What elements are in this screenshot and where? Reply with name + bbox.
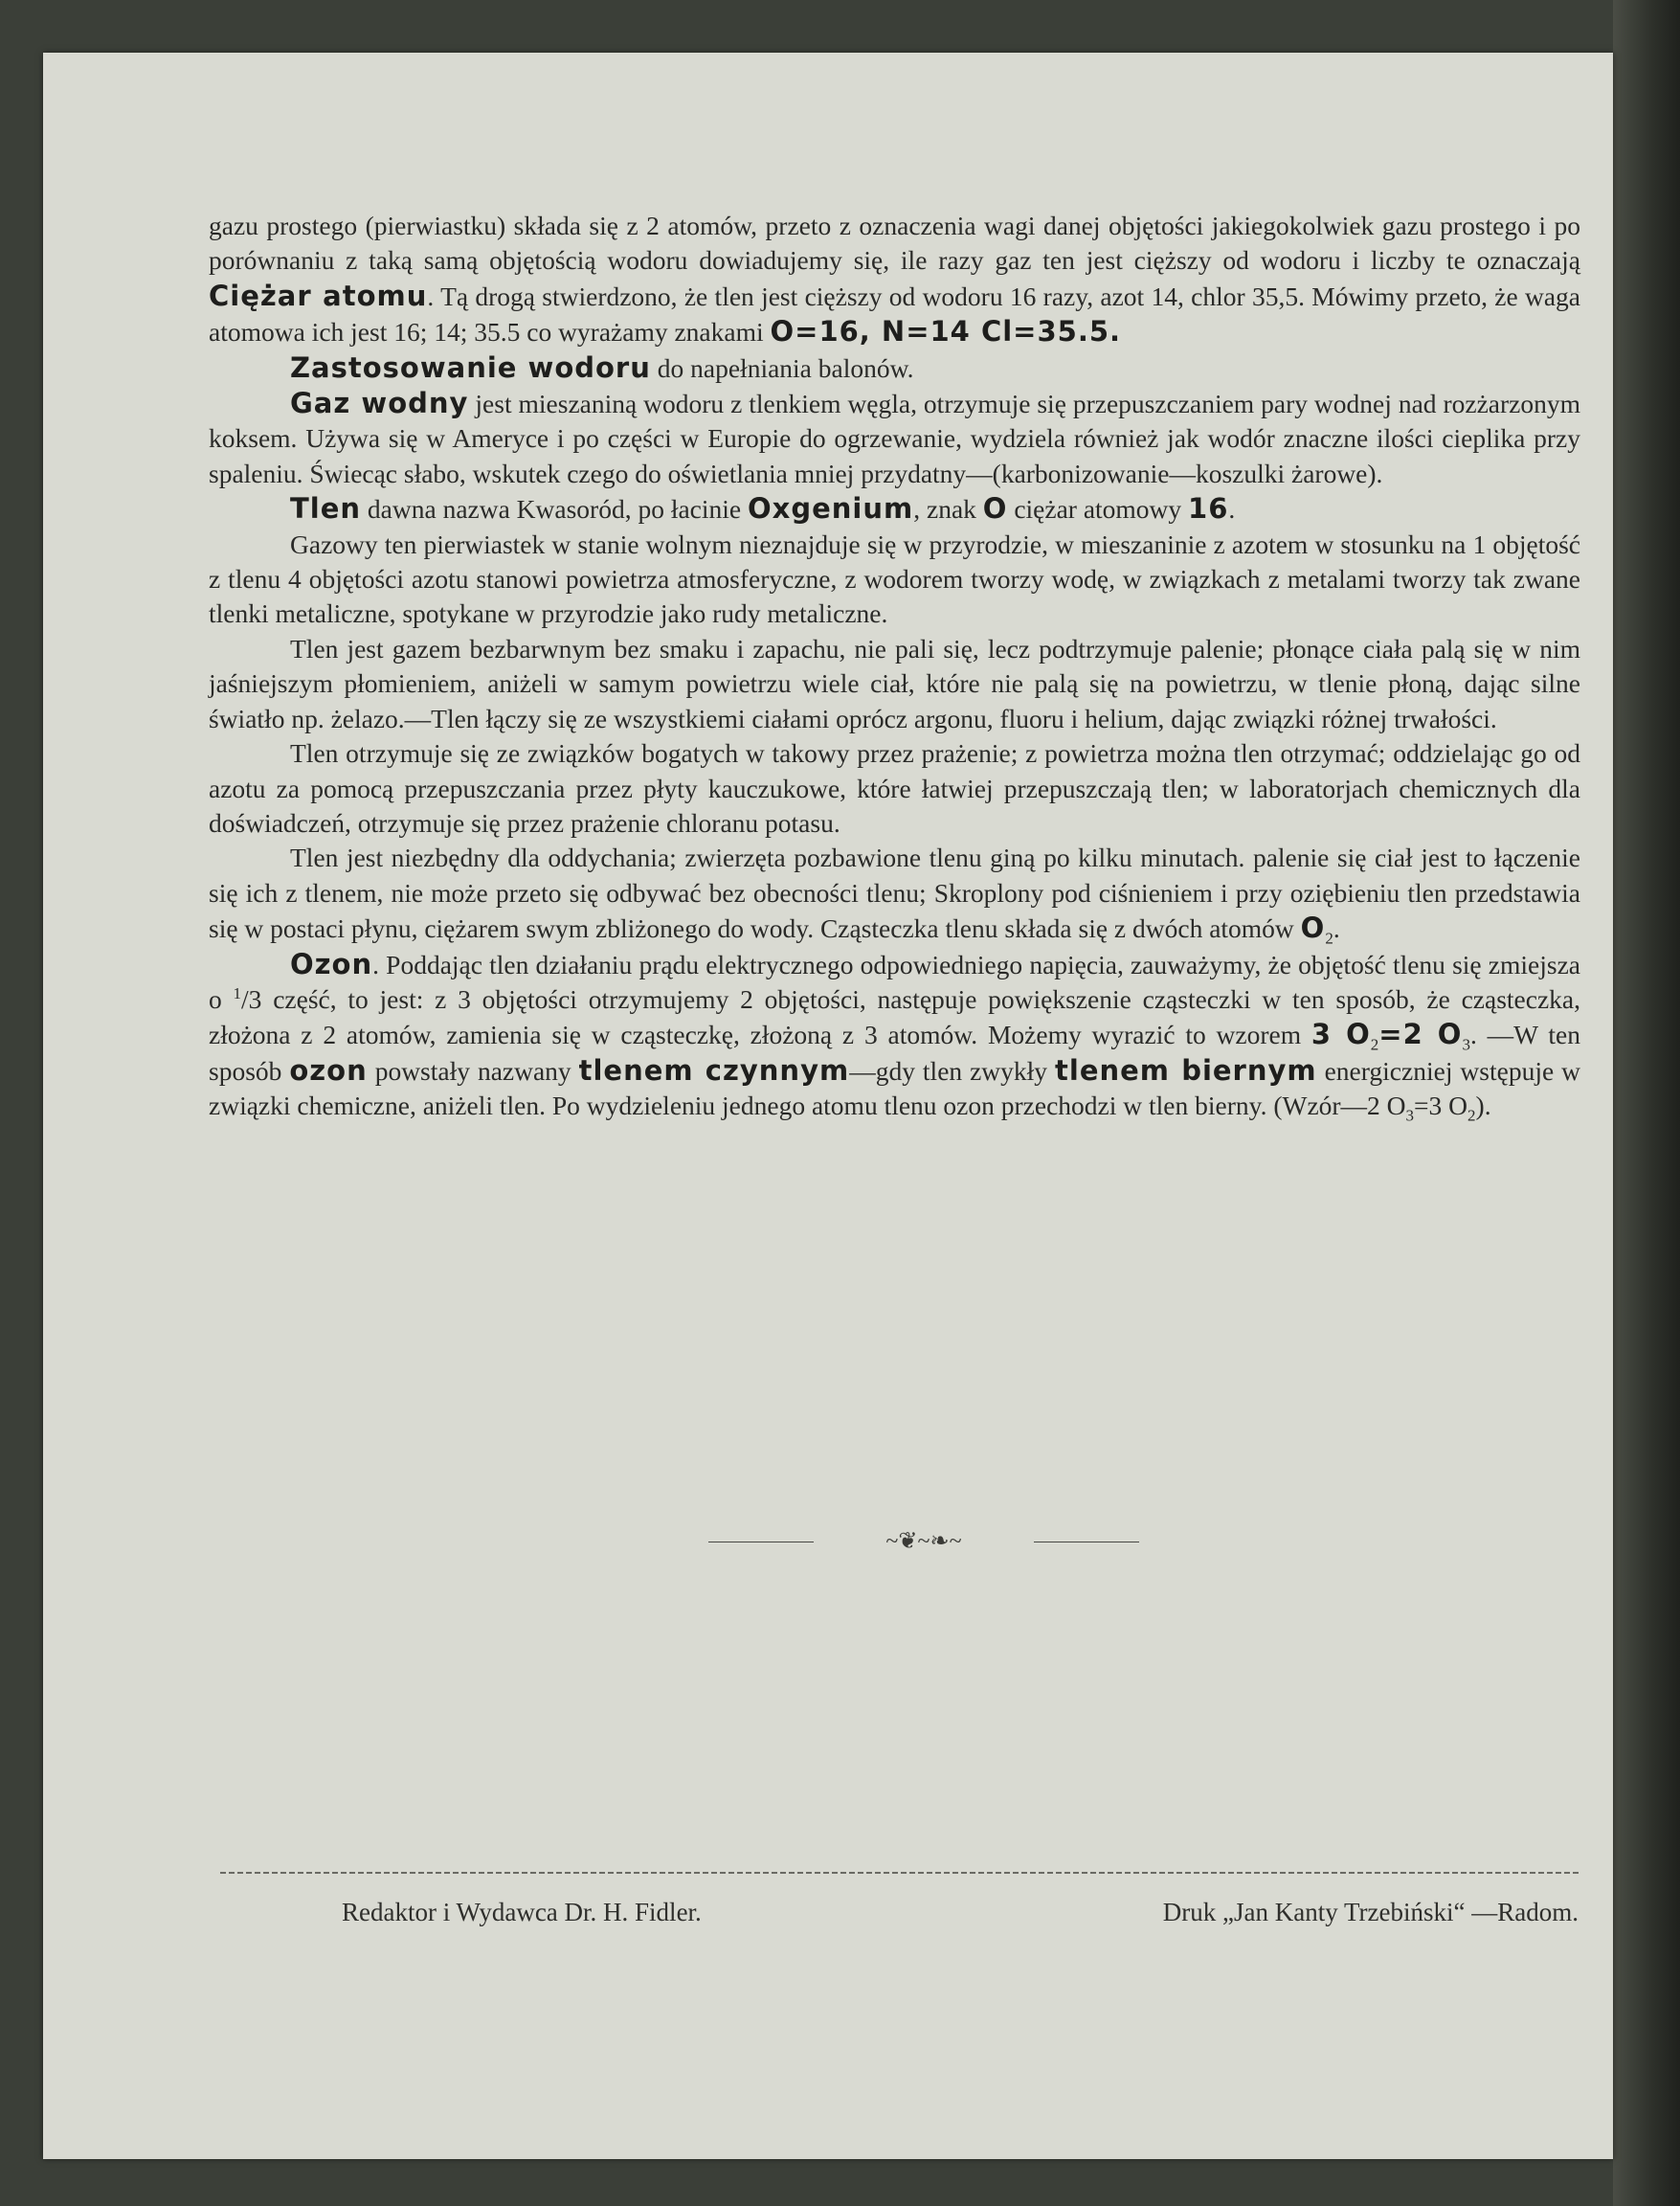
bold-term: O [1300,912,1326,945]
bold-term: O=16, N=14 Cl=35.5. [770,315,1122,349]
paragraph [209,632,1580,736]
text-run: Tlen jest niezbędny dla oddychania; zwierzęta pozbawione tlenu giną po kilku minutach. palenie się ciał jest to łączenie się ich z tlenem, nie może przeto się odbywać bez obecności tlenu; Skroplony pod ciśnieniem i przy oziębieniu tlen przedstawia się w postaci płynu, ciężarem swym zbliżonego do wody. Cząsteczka tlenu składa się z dwóch atomów [209,843,1580,944]
superscript: 1 [233,983,242,1002]
text-run: energiczniej wstępuje w związki chemiczne, aniżeli tlen. Po wydzieleniu jednego atomu tlenu ozon przechodzi w tlen bierny. (Wzór—2 O [209,1055,1580,1121]
ornament-glyphs: ~❦~❧~ [885,1529,962,1554]
text-run: /3 część, to jest: z 3 objętości otrzymujemy 2 objętości, następuje powiększenie cząsteczki w ten sposób, że cząsteczka, złożona z 2 atomów, zamienia się w cząsteczkę, złożoną z 3 atomów. Możemy wyrazić to wzorem [209,983,1581,1050]
bold-term: tlenem biernym [1055,1053,1317,1087]
subscript: 3 [1462,1035,1470,1054]
bold-term: Ozon [290,947,373,980]
bold-term: tlenem czynnym [578,1053,850,1087]
text-run: do napełniania balonów. [650,352,914,383]
subscript: 2 [1370,1035,1379,1054]
paragraph [209,736,1580,841]
text-run: ). [1475,1091,1491,1121]
text-run: . —W ten sposób [209,1020,1580,1086]
text-run: powstały nazwany [367,1055,579,1086]
footer [342,1898,1579,1927]
subscript: 2 [1325,929,1333,948]
bold-term: ozon [289,1053,368,1087]
bold-term: Gaz wodny [290,387,469,420]
subscript: 3 [1405,1106,1415,1125]
text-run: . [1228,494,1236,525]
ornament-divider [708,1522,1139,1561]
bold-term: Oxgenium [748,492,914,526]
text-run: gazu prostego (pierwiastku) składa się z 2 atomów, przeto z oznaczenia wagi danej objętości jakiegokolwiek gazu prostego i po porównaniu z taką samą objętością wodoru dowiadujemy się, ile razy gaz ten jest cięższy od wodoru i liczby te oznaczają [209,211,1580,276]
text-run: jest mieszaniną wodoru z tlenkiem węgla, otrzymuje się przepuszczaniem pary wodnej nad rozżarzonym koksem. Używa się w Ameryce i po części w Europie do ogrzewanie, wydziela również jak wodór znaczne ilości cieplika przy spaleniu. Świecąc słabo, wskutek czego do oświetlania mniej przydatny—(karbonizowanie—koszulki żarowe). [209,389,1581,488]
paragraph [209,350,1580,386]
bold-term: 16 [1188,492,1229,526]
text-run: —gdy tlen zwykły [849,1055,1056,1086]
text-run: Tlen otrzymuje się ze związków bogatych w takowy przez prażenie; z powietrza można tlen otrzymać; oddzielając go od azotu za pomocą przepuszczania przez płyty kauczukowe, które łatwiej przepuszczają tlen; w laboratorjach chemicznych dla doświadczeń, otrzymuje się przez prażenie chloranu potasu. [209,738,1580,838]
bold-term: O [982,492,1008,526]
paragraph [209,841,1580,946]
bold-term: Ciężar atomu [209,279,428,312]
paragraph [209,947,1580,1124]
footer-rule [220,1872,1579,1874]
text-run: ciężar atomowy [1007,494,1189,525]
text-run: . [1333,913,1340,944]
bold-term: =2 O [1378,1018,1463,1051]
bold-term: Zastosowanie wodoru [290,350,651,384]
text-run: Tlen jest gazem bezbarwnym bez smaku i zapachu, nie pali się, lecz podtrzymuje palenie; płonące ciała palą się w nim jaśniejszym płomieniem, aniżeli w samym powietrzu wiele ciał, które nie palą się na powietrzu, w tlenie płoną, dając silne światło np. żelazo.—Tlen łączy się ze wszystkiemi ciałami oprócz argonu, fluoru i helium, dając związki różnej trwałości. [209,633,1580,733]
text-run: Gazowy ten pierwiastek w stanie wolnym nieznajduje się w przyrodzie, w mieszaninie z azotem w stosunku na 1 objętość z tlenu 4 objętości azotu stanowi powietrza atmosferyczne, z wodorem tworzy wodę, w związkach z metalami tworzy tak zwane tlenki metaliczne, spotykane w przyrodzie jako rudy metaliczne. [209,529,1580,629]
paragraph [209,528,1580,632]
article-body [209,209,1580,1124]
footer-printer: Druk „Jan Kanty Trzebiński“ —Radom. [1162,1898,1579,1926]
text-run: dawna nazwa Kwasoród, po łacinie [361,494,748,525]
paragraph [209,386,1580,491]
bold-term: 3 O [1310,1018,1371,1051]
text-run: =3 O [1414,1091,1468,1121]
book-spine [1613,0,1680,2206]
paragraph [209,209,1580,350]
footer-editor: Redaktor i Wydawca Dr. H. Fidler. [342,1898,702,1926]
text-run: . Tą drogą stwierdzono, że tlen jest cięższy od wodoru 16 razy, azot 14, chlor 35,5. Mówimy przeto, że waga atomowa ich jest 16; 14; 35.5 co wyrażamy znakami [209,281,1580,348]
text-run: . Poddając tlen działaniu prądu elektrycznego odpowiedniego napięcia, zauważymy, że objętość tlenu się zmiejsza o [209,949,1580,1014]
paragraph [209,491,1580,527]
text-run: , znak [913,494,983,525]
subscript: 2 [1467,1106,1476,1125]
bold-term: Tlen [290,492,362,526]
